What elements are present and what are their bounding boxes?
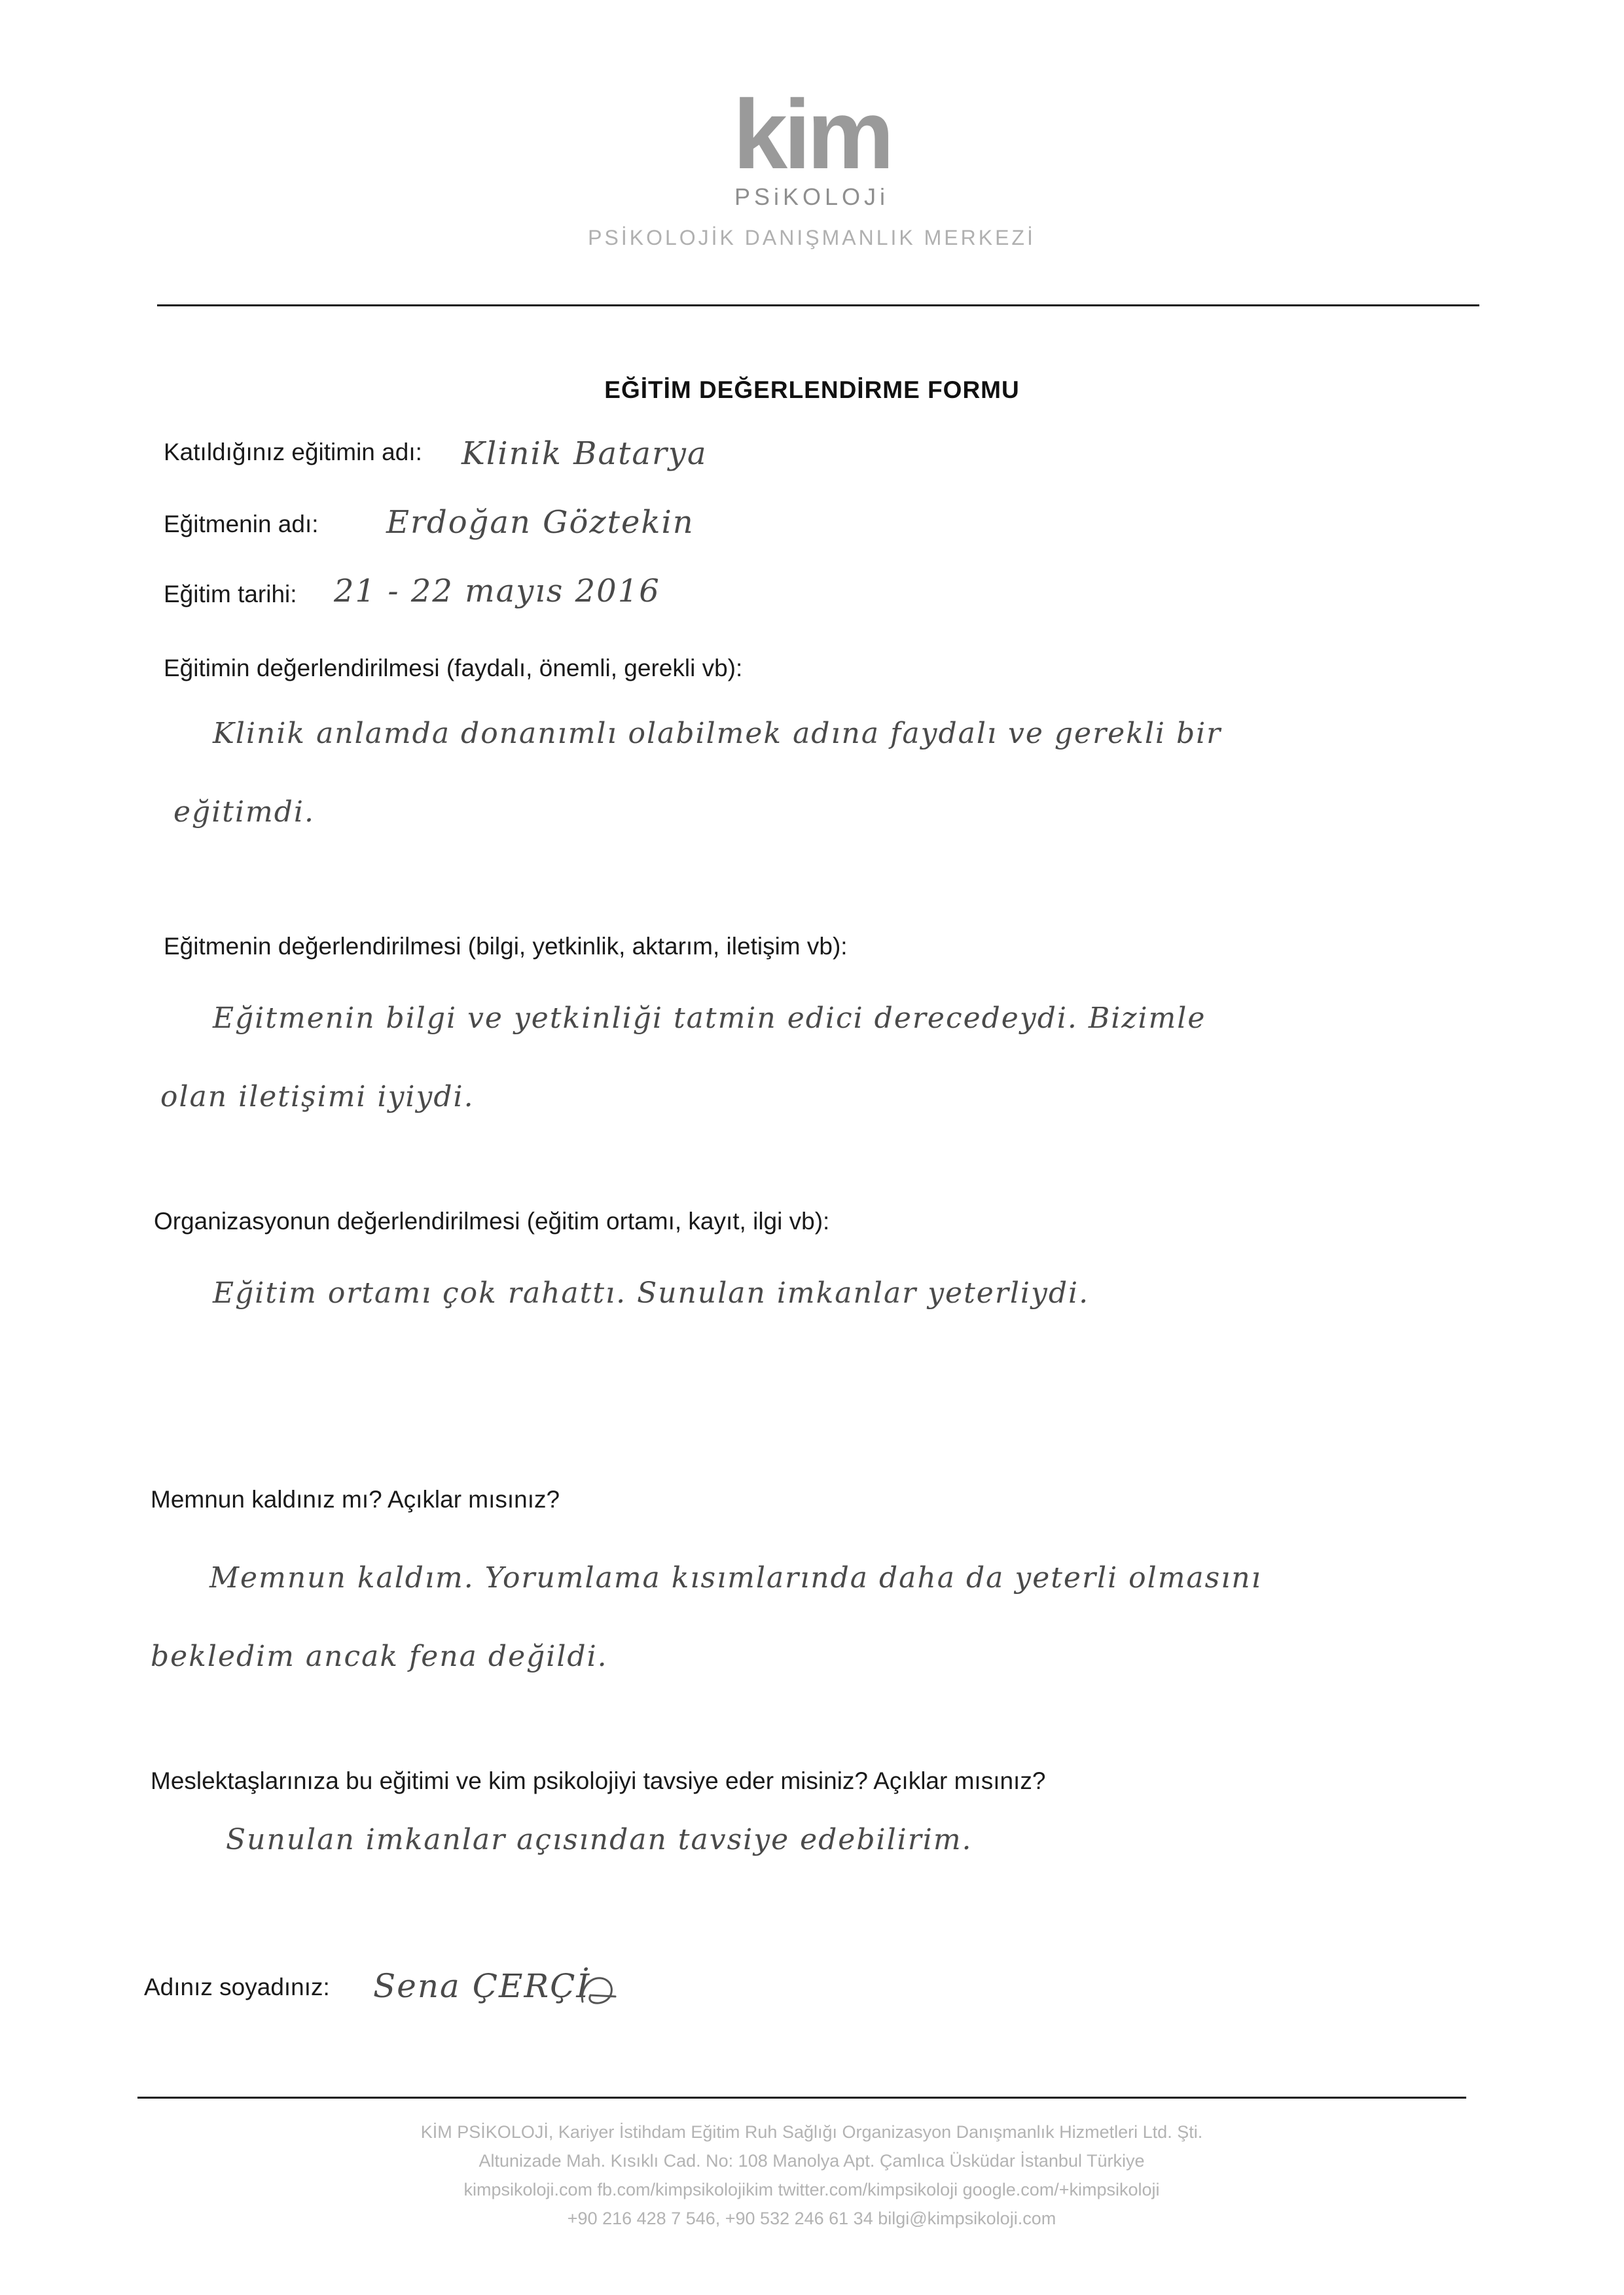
question-organization-evaluation: Organizasyonun değerlendirilmesi (eğitim ortamı, kayıt, ilgi vb): (154, 1208, 830, 1235)
answer-training-line-2: eğitimdi. (173, 795, 315, 829)
respondent-name-value: Sena ÇERÇİ (373, 1967, 591, 2005)
footer-web: kimpsikoloji.com fb.com/kimpsikolojikim twitter.com/kimpsikoloji google.com/+kimpsikoloji (463, 2180, 1160, 2199)
trainer-name-value: Erdoğan Göztekin (386, 504, 695, 541)
footer-address: Altunizade Mah. Kısıklı Cad. No: 108 Manolya Apt. Çamlıca Üsküdar İstanbul Türkiye (478, 2151, 1145, 2171)
answer-organization-line-1: Eğitim ortamı çok rahattı. Sunulan imkanlar yeterliydi. (213, 1276, 1090, 1310)
answer-training-line-1: Klinik anlamda donanımlı olabilmek adına faydalı ve gerekli bir (213, 717, 1222, 750)
footer-phone-email: +90 216 428 7 546, +90 532 246 61 34 bilgi@kimpsikoloji.com (567, 2209, 1056, 2228)
question-recommendation: Meslektaşlarınıza bu eğitimi ve kim psikolojiyi tavsiye eder misiniz? Açıklar mısınız? (151, 1767, 1046, 1794)
header-divider (157, 304, 1479, 306)
training-date-value: 21 - 22 mayıs 2016 (334, 573, 660, 609)
answer-satisfaction-line-1: Memnun kaldım. Yorumlama kısımlarında daha da yeterli olmasını (209, 1561, 1262, 1595)
logo-wordmark: PSiKOLOJi (734, 183, 890, 210)
answer-trainer-line-1: Eğitmenin bilgi ve yetkinliği tatmin edici derecedeydi. Bizimle (213, 1002, 1206, 1035)
training-name-label: Katıldığınız eğitimin adı: (164, 439, 422, 465)
question-satisfaction: Memnun kaldınız mı? Açıklar mısınız? (151, 1486, 560, 1513)
answer-recommendation-line-1: Sunulan imkanlar açısından tavsiye edebilirim. (226, 1823, 973, 1856)
form-title: EĞİTİM DEĞERLENDİRME FORMU (604, 376, 1020, 403)
training-date-label: Eğitim tarihi: (164, 581, 297, 607)
question-trainer-evaluation: Eğitmenin değerlendirilmesi (bilgi, yetkinlik, aktarım, iletişim vb): (164, 933, 848, 960)
answer-satisfaction-line-2: bekledim ancak fena değildi. (151, 1640, 608, 1673)
training-name-value: Klinik Batarya (461, 435, 708, 472)
trainer-name-label: Eğitmenin adı: (164, 511, 319, 537)
question-training-evaluation: Eğitimin değerlendirilmesi (faydalı, önemli, gerekli vb): (164, 655, 743, 681)
logo-tagline: PSİKOLOJİK DANIŞMANLIK MERKEZİ (588, 226, 1036, 249)
respondent-name-label: Adınız soyadınız: (144, 1974, 330, 2000)
signature-mark (576, 1970, 622, 2010)
footer-divider (137, 2097, 1466, 2099)
logo: kim (732, 79, 891, 189)
footer-contact (131, 2118, 1492, 2233)
answer-trainer-line-2: olan iletişimi iyiydi. (160, 1080, 475, 1113)
footer-company: KİM PSİKOLOJİ, Kariyer İstihdam Eğitim Ruh Sağlığı Organizasyon Danışmanlık Hizmetleri Ltd. Şti. (420, 2122, 1203, 2142)
